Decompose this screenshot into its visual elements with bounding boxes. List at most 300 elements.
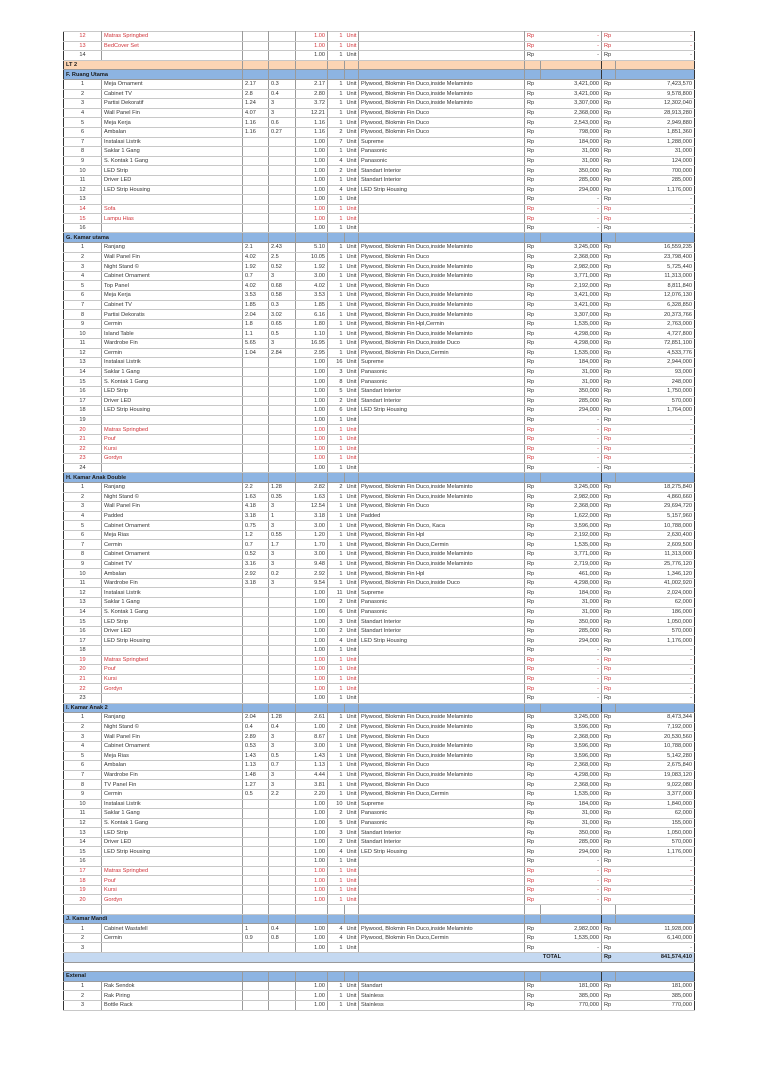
price-currency: Rp xyxy=(525,780,541,790)
item-width: 3 xyxy=(269,578,296,588)
section-cell xyxy=(328,60,345,70)
item-number: 12 xyxy=(64,32,102,42)
item-total: - xyxy=(616,646,695,656)
item-name: Matras Springbed xyxy=(102,655,243,665)
item-spec: Plywood, Blokmin Fin Duco,inside Melaminto xyxy=(359,722,525,732)
item-name: Saklar 1 Gang xyxy=(102,598,243,608)
item-quantity: 1 xyxy=(328,770,345,780)
item-number: 10 xyxy=(64,329,102,339)
item-length: 3.18 xyxy=(243,511,269,521)
section-title: Extenal xyxy=(64,972,243,982)
item-spec: Plywood, Blokmin Fin Duco xyxy=(359,780,525,790)
item-width xyxy=(269,617,296,627)
item-total: 1,346,120 xyxy=(616,569,695,579)
item-number: 15 xyxy=(64,847,102,857)
section-header-row xyxy=(64,703,695,713)
item-length xyxy=(243,51,269,61)
item-number: 18 xyxy=(64,876,102,886)
item-total: 570,000 xyxy=(616,626,695,636)
item-quantity: 1 xyxy=(328,195,345,205)
price-currency: Rp xyxy=(525,626,541,636)
item-unit: Unit xyxy=(345,799,359,809)
section-cell xyxy=(602,972,616,982)
item-quantity: 2 xyxy=(328,482,345,492)
item-spec xyxy=(359,655,525,665)
item-length xyxy=(243,847,269,857)
table-row xyxy=(64,127,695,137)
table-row xyxy=(64,924,695,934)
item-unit: Unit xyxy=(345,933,359,943)
item-width xyxy=(269,991,296,1001)
section-cell xyxy=(269,473,296,483)
item-unit: Unit xyxy=(345,147,359,157)
item-spec: Plywood, Blokmin Fin Duco,inside Melaminto xyxy=(359,99,525,109)
item-volume: 1.00 xyxy=(296,818,328,828)
table-row xyxy=(64,223,695,233)
price-currency: Rp xyxy=(525,492,541,502)
item-spec xyxy=(359,876,525,886)
item-unit: Unit xyxy=(345,396,359,406)
item-quantity: 1 xyxy=(328,866,345,876)
table-row xyxy=(64,386,695,396)
item-volume: 1.00 xyxy=(296,991,328,1001)
item-number: 13 xyxy=(64,41,102,51)
item-number: 11 xyxy=(64,578,102,588)
item-quantity: 1 xyxy=(328,444,345,454)
item-name: Rak Sendok xyxy=(102,981,243,991)
item-quantity: 1 xyxy=(328,981,345,991)
item-number: 3 xyxy=(64,1000,102,1010)
item-width xyxy=(269,684,296,694)
section-cell xyxy=(359,70,525,80)
blank-cell xyxy=(602,905,616,915)
item-quantity: 1 xyxy=(328,502,345,512)
item-name: Gordyn xyxy=(102,684,243,694)
item-quantity: 1 xyxy=(328,319,345,329)
item-number: 19 xyxy=(64,885,102,895)
price-currency: Rp xyxy=(525,127,541,137)
price-currency: Rp xyxy=(525,396,541,406)
item-spec xyxy=(359,857,525,867)
item-spec xyxy=(359,454,525,464)
item-number: 16 xyxy=(64,223,102,233)
item-width: 3 xyxy=(269,770,296,780)
item-quantity: 6 xyxy=(328,607,345,617)
item-number: 20 xyxy=(64,665,102,675)
item-volume: 1.00 xyxy=(296,626,328,636)
item-length xyxy=(243,693,269,703)
item-quantity: 1 xyxy=(328,108,345,118)
total-currency: Rp xyxy=(602,377,616,387)
item-unit: Unit xyxy=(345,166,359,176)
price-currency: Rp xyxy=(525,569,541,579)
item-quantity: 16 xyxy=(328,358,345,368)
item-total: 2,024,000 xyxy=(616,588,695,598)
item-number: 2 xyxy=(64,722,102,732)
price-currency: Rp xyxy=(525,837,541,847)
item-name: Cabinet Ornament xyxy=(102,271,243,281)
section-cell xyxy=(296,233,328,243)
unit-price: 2,368,000 xyxy=(541,780,602,790)
item-volume: 1.00 xyxy=(296,41,328,51)
total-currency: Rp xyxy=(602,482,616,492)
unit-price: 184,000 xyxy=(541,358,602,368)
item-length: 1.16 xyxy=(243,118,269,128)
price-currency: Rp xyxy=(525,51,541,61)
item-length: 2.8 xyxy=(243,89,269,99)
item-number: 7 xyxy=(64,770,102,780)
unit-price: 3,421,000 xyxy=(541,300,602,310)
section-cell xyxy=(616,914,695,924)
item-spec: Panasonic xyxy=(359,818,525,828)
item-number: 23 xyxy=(64,454,102,464)
total-currency: Rp xyxy=(602,319,616,329)
item-unit: Unit xyxy=(345,367,359,377)
item-total: 11,313,000 xyxy=(616,271,695,281)
section-cell xyxy=(602,473,616,483)
item-quantity: 1 xyxy=(328,665,345,675)
item-name: Ranjang xyxy=(102,243,243,253)
table-row xyxy=(64,175,695,185)
item-name: Driver LED xyxy=(102,626,243,636)
item-length xyxy=(243,876,269,886)
item-spec: Plywood, Blokmin Fin Duco, Kaca xyxy=(359,521,525,531)
item-volume: 10.05 xyxy=(296,252,328,262)
table-row xyxy=(64,252,695,262)
item-name: Lampu Hias xyxy=(102,214,243,224)
total-currency: Rp xyxy=(602,540,616,550)
item-quantity: 8 xyxy=(328,377,345,387)
item-quantity: 1 xyxy=(328,511,345,521)
item-number: 14 xyxy=(64,367,102,377)
unit-price: - xyxy=(541,454,602,464)
item-unit: Unit xyxy=(345,243,359,253)
price-currency: Rp xyxy=(525,684,541,694)
item-name: S. Kontak 1 Gang xyxy=(102,818,243,828)
item-volume: 1.00 xyxy=(296,195,328,205)
item-volume: 1.00 xyxy=(296,377,328,387)
total-currency: Rp xyxy=(602,943,616,953)
item-number: 11 xyxy=(64,339,102,349)
table-row xyxy=(64,828,695,838)
item-spec: Panasonic xyxy=(359,598,525,608)
price-currency: Rp xyxy=(525,559,541,569)
item-total: 31,000 xyxy=(616,147,695,157)
item-number: 19 xyxy=(64,415,102,425)
item-length: 0.7 xyxy=(243,271,269,281)
item-name: Cermin xyxy=(102,540,243,550)
item-volume: 1.00 xyxy=(296,415,328,425)
item-number: 6 xyxy=(64,291,102,301)
item-total: 12,302,040 xyxy=(616,99,695,109)
section-cell xyxy=(616,70,695,80)
item-quantity: 2 xyxy=(328,166,345,176)
item-spec: Standart Interior xyxy=(359,396,525,406)
total-currency: Rp xyxy=(602,809,616,819)
section-cell xyxy=(359,972,525,982)
item-quantity: 1 xyxy=(328,99,345,109)
item-length xyxy=(243,674,269,684)
item-volume: 1.00 xyxy=(296,924,328,934)
item-number: 6 xyxy=(64,530,102,540)
table-row xyxy=(64,118,695,128)
item-width: 0.58 xyxy=(269,291,296,301)
item-total: - xyxy=(616,857,695,867)
section-cell xyxy=(541,972,602,982)
item-total: 7,423,570 xyxy=(616,79,695,89)
price-currency: Rp xyxy=(525,607,541,617)
table-row xyxy=(64,655,695,665)
table-row xyxy=(64,626,695,636)
total-currency: Rp xyxy=(602,1000,616,1010)
item-volume: 1.00 xyxy=(296,434,328,444)
item-number: 4 xyxy=(64,108,102,118)
item-quantity: 1 xyxy=(328,578,345,588)
item-total: 23,798,400 xyxy=(616,252,695,262)
item-unit: Unit xyxy=(345,51,359,61)
item-unit: Unit xyxy=(345,1000,359,1010)
item-length: 2.92 xyxy=(243,569,269,579)
price-currency: Rp xyxy=(525,339,541,349)
price-currency: Rp xyxy=(525,310,541,320)
item-length xyxy=(243,799,269,809)
table-row xyxy=(64,339,695,349)
item-name: Gordyn xyxy=(102,895,243,905)
total-currency: Rp xyxy=(602,588,616,598)
total-currency: Rp xyxy=(602,329,616,339)
item-unit: Unit xyxy=(345,693,359,703)
section-header-row xyxy=(64,914,695,924)
item-volume: 4.44 xyxy=(296,770,328,780)
item-volume: 1.00 xyxy=(296,175,328,185)
section-cell xyxy=(541,703,602,713)
item-spec: Standart Interior xyxy=(359,626,525,636)
item-total: 7,192,000 xyxy=(616,722,695,732)
table-row xyxy=(64,933,695,943)
item-quantity: 1 xyxy=(328,559,345,569)
item-spec: LED Strip Housing xyxy=(359,847,525,857)
table-row xyxy=(64,482,695,492)
table-row xyxy=(64,991,695,1001)
item-length xyxy=(243,223,269,233)
unit-price: 3,421,000 xyxy=(541,291,602,301)
item-total: 2,609,500 xyxy=(616,540,695,550)
total-currency: Rp xyxy=(602,348,616,358)
item-name: Wall Panel Fin xyxy=(102,108,243,118)
item-unit: Unit xyxy=(345,511,359,521)
item-name xyxy=(102,646,243,656)
section-cell xyxy=(541,233,602,243)
item-volume: 16.95 xyxy=(296,339,328,349)
table-row xyxy=(64,425,695,435)
table-row xyxy=(64,415,695,425)
item-length xyxy=(243,41,269,51)
item-quantity: 1 xyxy=(328,118,345,128)
item-width: 2.2 xyxy=(269,789,296,799)
item-name xyxy=(102,195,243,205)
unit-price: 31,000 xyxy=(541,809,602,819)
item-quantity: 1 xyxy=(328,79,345,89)
unit-price: 3,245,000 xyxy=(541,243,602,253)
unit-price: - xyxy=(541,895,602,905)
item-total: 1,176,000 xyxy=(616,636,695,646)
unit-price: 4,298,000 xyxy=(541,578,602,588)
item-spec: Plywood, Blokmin Fin Duco,Cermin xyxy=(359,789,525,799)
item-spec xyxy=(359,223,525,233)
item-width xyxy=(269,51,296,61)
unit-price: - xyxy=(541,866,602,876)
total-currency: Rp xyxy=(602,214,616,224)
item-length xyxy=(243,386,269,396)
table-row xyxy=(64,866,695,876)
total-currency: Rp xyxy=(602,262,616,272)
item-name: Cabinet Ornament xyxy=(102,550,243,560)
price-currency: Rp xyxy=(525,799,541,809)
item-quantity: 1 xyxy=(328,550,345,560)
price-currency: Rp xyxy=(525,636,541,646)
item-length xyxy=(243,809,269,819)
item-quantity: 6 xyxy=(328,406,345,416)
item-unit: Unit xyxy=(345,943,359,953)
item-length: 3.53 xyxy=(243,291,269,301)
section-title: I. Kamar Anak 2 xyxy=(64,703,243,713)
blank-cell xyxy=(345,905,359,915)
item-length xyxy=(243,617,269,627)
item-number: 8 xyxy=(64,780,102,790)
section-cell xyxy=(541,914,602,924)
total-currency: Rp xyxy=(602,386,616,396)
item-spec xyxy=(359,684,525,694)
item-length: 1.16 xyxy=(243,127,269,137)
section-cell xyxy=(345,60,359,70)
item-total: 1,050,000 xyxy=(616,617,695,627)
item-length: 2.89 xyxy=(243,732,269,742)
item-width: 0.65 xyxy=(269,319,296,329)
total-currency: Rp xyxy=(602,530,616,540)
price-currency: Rp xyxy=(525,89,541,99)
blank-cell xyxy=(541,905,602,915)
item-quantity: 1 xyxy=(328,751,345,761)
total-currency: Rp xyxy=(602,578,616,588)
price-currency: Rp xyxy=(525,444,541,454)
item-spec: Supreme xyxy=(359,799,525,809)
table-row xyxy=(64,396,695,406)
section-cell xyxy=(328,233,345,243)
item-number: 3 xyxy=(64,502,102,512)
price-currency: Rp xyxy=(525,175,541,185)
section-cell xyxy=(328,703,345,713)
section-cell xyxy=(243,70,269,80)
item-name: Driver LED xyxy=(102,837,243,847)
table-row xyxy=(64,713,695,723)
unit-price: - xyxy=(541,674,602,684)
item-quantity: 1 xyxy=(328,51,345,61)
item-total: 3,377,000 xyxy=(616,789,695,799)
item-unit: Unit xyxy=(345,722,359,732)
item-total: 2,944,000 xyxy=(616,358,695,368)
item-spec: Plywood, Blokmin Fin Duco,Cermin xyxy=(359,348,525,358)
item-volume: 1.00 xyxy=(296,223,328,233)
item-name: Wardrobe Fin xyxy=(102,339,243,349)
item-length xyxy=(243,588,269,598)
item-number: 9 xyxy=(64,559,102,569)
unit-price: - xyxy=(541,204,602,214)
item-number: 4 xyxy=(64,271,102,281)
section-cell xyxy=(345,972,359,982)
item-quantity: 1 xyxy=(328,252,345,262)
item-spec: Plywood, Blokmin Fin Duco,inside Melaminto xyxy=(359,262,525,272)
item-name: LED Strip Housing xyxy=(102,406,243,416)
item-name: Cermin xyxy=(102,933,243,943)
item-unit: Unit xyxy=(345,195,359,205)
item-unit: Unit xyxy=(345,540,359,550)
item-number: 13 xyxy=(64,195,102,205)
unit-price: 294,000 xyxy=(541,636,602,646)
item-number: 14 xyxy=(64,204,102,214)
item-number: 13 xyxy=(64,828,102,838)
item-width: 0.3 xyxy=(269,79,296,89)
item-spec xyxy=(359,866,525,876)
item-spec: Plywood, Blokmin Fin Duco,inside Melaminto xyxy=(359,713,525,723)
item-width xyxy=(269,895,296,905)
item-width: 3 xyxy=(269,521,296,531)
item-name: LED Strip Housing xyxy=(102,185,243,195)
item-number: 5 xyxy=(64,281,102,291)
item-spec: Panasonic xyxy=(359,377,525,387)
table-row xyxy=(64,108,695,118)
item-volume: 2.80 xyxy=(296,89,328,99)
table-row xyxy=(64,818,695,828)
item-width: 3 xyxy=(269,99,296,109)
table-row xyxy=(64,406,695,416)
blank-cell xyxy=(359,905,525,915)
price-currency: Rp xyxy=(525,847,541,857)
item-name: Cermin xyxy=(102,789,243,799)
table-row xyxy=(64,99,695,109)
item-length: 4.02 xyxy=(243,252,269,262)
item-unit: Unit xyxy=(345,780,359,790)
item-width: 2.84 xyxy=(269,348,296,358)
item-total: 1,176,000 xyxy=(616,185,695,195)
item-total: 9,578,800 xyxy=(616,89,695,99)
item-length: 2.04 xyxy=(243,310,269,320)
blank-cell xyxy=(64,905,102,915)
item-total: - xyxy=(616,214,695,224)
unit-price: 31,000 xyxy=(541,377,602,387)
item-total: - xyxy=(616,943,695,953)
item-name: Island Table xyxy=(102,329,243,339)
total-currency: Rp xyxy=(602,741,616,751)
item-spec xyxy=(359,895,525,905)
item-total: - xyxy=(616,684,695,694)
item-length xyxy=(243,837,269,847)
item-unit: Unit xyxy=(345,530,359,540)
total-currency: Rp xyxy=(602,243,616,253)
item-unit: Unit xyxy=(345,386,359,396)
item-spec xyxy=(359,885,525,895)
item-name: Matras Springbed xyxy=(102,866,243,876)
item-total: 20,373,766 xyxy=(616,310,695,320)
item-total: - xyxy=(616,454,695,464)
unit-price: - xyxy=(541,857,602,867)
item-spec: Plywood, Blokmin Fin Duco xyxy=(359,281,525,291)
unit-price: 2,368,000 xyxy=(541,761,602,771)
item-name: Sofa xyxy=(102,204,243,214)
item-width: 0.7 xyxy=(269,761,296,771)
price-currency: Rp xyxy=(525,770,541,780)
item-volume: 3.53 xyxy=(296,291,328,301)
section-cell xyxy=(243,914,269,924)
